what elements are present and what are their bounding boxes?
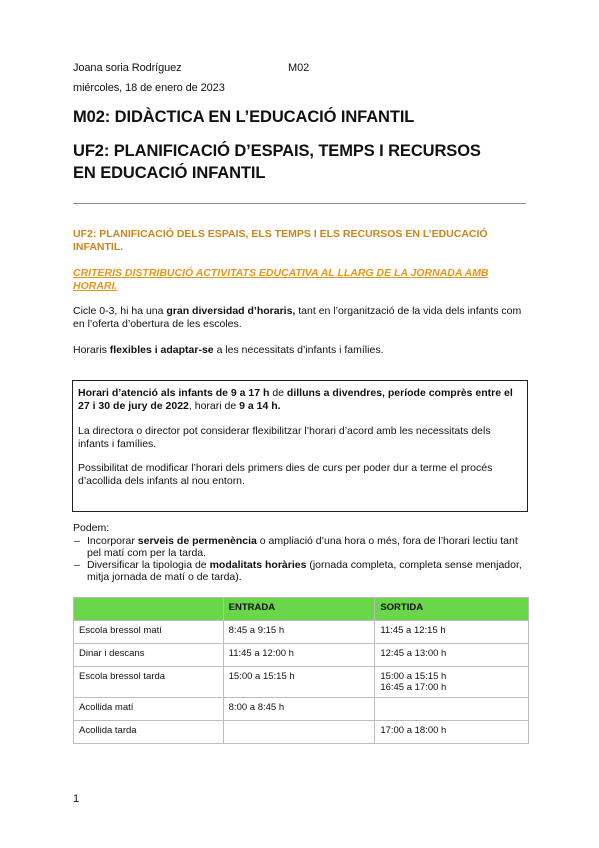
box-time-bold: 9 a 14 h. (239, 400, 281, 412)
paragraph-diversity (73, 305, 529, 331)
box-hours-bold: Horari d’atenció als infants de 9 a 17 h (78, 387, 270, 399)
page-title: M02: DIDÀCTICA EN L’EDUCACIÓ INFANTIL (73, 108, 415, 126)
header-cell-entrada: ENTRADA (223, 598, 375, 621)
box-paragraph-flexibility: La directora o director pot considerar flexibilitzar l’horari d’acord amb les necessitats dels infants i famílies. (78, 425, 491, 450)
page-subtitle-line1: UF2: PLANIFICACIÓ D’ESPAIS, TEMPS I RECURSOS (73, 142, 481, 160)
dash-bullet-icon: – (74, 559, 80, 571)
table-cell-multiline (375, 667, 529, 698)
table-row (74, 621, 529, 644)
section-link[interactable]: CRITERIS DISTRIBUCIÓ ACTIVITATS EDUCATIVA AL LLARG DE LA JORNADA AMB HORARI. (73, 267, 489, 292)
table-cell: 17:00 a 18:00 h (375, 721, 529, 744)
table-cell: Acollida tarda (74, 721, 224, 744)
box-period-bold: dilluns a divendres, període comprès entre el 27 i 30 de jury de 2022 (78, 387, 513, 412)
box-paragraph-welcome: Possibilitat de modificar l’horari dels primers dies de curs per poder dur a terme el procés d’acollida dels infants al nou entorn. (78, 462, 493, 487)
author-name: Joana soria Rodríguez (73, 62, 182, 74)
schedule-info-box (72, 380, 528, 512)
para2-text-c: a les necessitats d’infants i famílies. (213, 344, 384, 356)
table-row (74, 667, 529, 698)
table-cell (223, 721, 375, 744)
section-heading: UF2: PLANIFICACIÓ DELS ESPAIS, ELS TEMPS I ELS RECURSOS EN L’EDUCACIÓ INFANTIL. (73, 228, 488, 253)
table-cell: 15:00 a 15:15 h (223, 667, 375, 698)
table-cell: Escola bressol tarda (74, 667, 224, 698)
item1-bold: serveis de permenència (137, 535, 257, 547)
document-date: miércoles, 18 de enero de 2023 (73, 82, 225, 94)
dash-bullet-icon: – (74, 535, 80, 547)
table-cell: Acollida matí (74, 698, 224, 721)
box-text-horari: , horari de (188, 400, 240, 412)
para1-bold: gran diversidad d’horaris, (166, 305, 296, 317)
table-cell: 11:45 a 12:00 h (223, 644, 375, 667)
header-cell-empty (74, 598, 224, 621)
podem-list (73, 535, 528, 583)
list-item (73, 559, 528, 583)
item2-text-c: (jornada completa, completa sense menjador, mitja jornada de matí o de tarda). (87, 559, 522, 583)
item2-bold: modalitats horàries (209, 559, 307, 571)
item2-text-a: Diversificar la tipologia de (87, 559, 210, 571)
podem-intro: Podem: (73, 522, 110, 534)
table-cell: 12:45 a 13:00 h (375, 644, 529, 667)
para1-text-c: tant en l’organització de la vida dels infants com en l’oferta d’obertura de les escoles. (73, 305, 522, 330)
cell-line: 16:45 a 17:00 h (380, 682, 447, 693)
table-row (74, 698, 529, 721)
table-cell: Escola bressol matí (74, 621, 224, 644)
table-header-row (74, 598, 529, 621)
table-cell: 11:45 a 12:15 h (375, 621, 529, 644)
para2-bold: flexibles i adaptar-se (109, 344, 214, 356)
list-item (73, 535, 528, 559)
para2-text-a: Horaris (73, 344, 110, 356)
horizontal-divider (73, 203, 526, 204)
para1-text-a: Cicle 0-3, hi ha una (73, 305, 167, 317)
table-cell: 8:45 a 9:15 h (223, 621, 375, 644)
table-cell: Dinar i descans (74, 644, 224, 667)
schedule-table (73, 597, 529, 744)
page-subtitle-line2: EN EDUCACIÓ INFANTIL (73, 164, 266, 182)
box-paragraph-hours (78, 387, 522, 413)
header-cell-sortida: SORTIDA (375, 598, 529, 621)
item1-text-a: Incorporar (87, 535, 138, 547)
cell-line: 15:00 a 15:15 h (380, 671, 447, 682)
table-cell: 8:00 a 8:45 h (223, 698, 375, 721)
paragraph-flexible (73, 344, 529, 357)
page-number: 1 (73, 793, 80, 805)
table-row (74, 721, 529, 744)
box-text-de: de (269, 387, 287, 399)
item1-text-c: o ampliació d’una hora o més, fora de l’horari lectiu tant pel matí com per la tarda. (87, 535, 518, 559)
module-code: M02 (288, 62, 310, 74)
table-row (74, 644, 529, 667)
table-cell (375, 698, 529, 721)
